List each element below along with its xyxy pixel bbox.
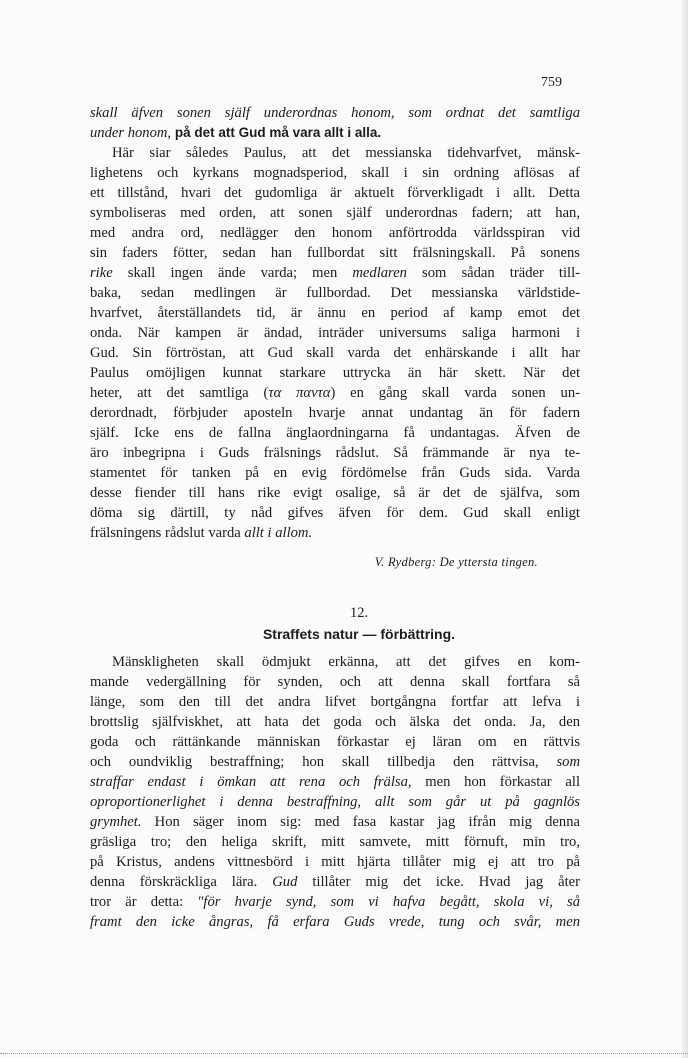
text-line (90, 283, 580, 303)
text-run: "för hvarje synd, som vi hafva begått, skola vi, så (197, 894, 580, 910)
section-number: 12. (349, 605, 369, 621)
passage-rydberg (90, 103, 580, 543)
passage-straffets-natur (90, 652, 580, 932)
text-run: på Kristus, andens vittnesbörd i mitt hjärta tillåter mig ej att tro på (90, 854, 580, 870)
text-run: lighetens och kyrkans mognadsperiod, skall i sin ordning aflösas af (90, 165, 580, 181)
text-line (90, 263, 580, 283)
text-run: goda och rättänkande människan förkastar ej läran om en rättvis (90, 734, 580, 750)
text-line (90, 183, 580, 203)
text-line (90, 443, 580, 463)
text-run: på det att Gud må vara allt i alla. (171, 125, 382, 140)
page-number: 759 (541, 75, 562, 90)
text-line (90, 832, 580, 852)
text-run: länge, som den till det andra lifvet bortgångna fortfar att lefva i (90, 694, 580, 710)
text-run: sin faders fötter, sedan han fullbordat sitt frälsningskall. På sonens (90, 245, 580, 261)
text-run: ett tillstånd, hvari det gudomliga är aktuelt förverkligadt i allt. Detta (90, 185, 580, 201)
text-line (90, 363, 580, 383)
text-run: desse fiender till hans rike evigt osalige, så är det de själfva, som (90, 485, 580, 501)
text-line (90, 103, 580, 123)
text-run: döma sig därtill, ty nåd gifves äfven för dem. Gud skall enligt (90, 505, 580, 521)
text-run: heter, att det samtliga ( (90, 385, 269, 401)
text-line (90, 403, 580, 423)
text-run: brottslig själfviskhet, att hata det goda och älska det onda. Ja, den (90, 714, 580, 730)
text-run: själf. Icke ens de fallna änglaordningarna få undantagas. Äfven de (90, 425, 580, 441)
text-run: Här siar således Paulus, att det messianska tidehvarfvet, mänsk- (112, 145, 580, 161)
text-run: Gud. Sin förtröstan, att Gud skall varda det enhärskande i allt har (90, 345, 580, 361)
text-line (90, 503, 580, 523)
text-run: skall äfven sonen själf underordnas honom, som ordnat det samtliga (90, 105, 580, 121)
text-line (90, 483, 580, 503)
section-title: Straffets natur — förbättring. (262, 626, 456, 642)
text-run: derordnadt, förbjuder aposteln hvarje annat undantag än för fadern (90, 405, 580, 421)
text-run: skall ingen ände varda; men (112, 265, 353, 281)
text-line (90, 772, 580, 792)
text-run: tror är detta: (90, 894, 198, 910)
text-run: gräsliga tro; den heliga skrift, mitt samvete, mitt förnuft, min tro, (90, 834, 580, 850)
text-line (90, 892, 580, 912)
text-line (90, 732, 580, 752)
text-line (90, 243, 580, 263)
text-run: grymhet. (90, 814, 142, 830)
text-line (90, 303, 580, 323)
text-line (90, 692, 580, 712)
text-line (90, 423, 580, 443)
text-line (90, 792, 580, 812)
text-run: frälsningens rådslut varda (90, 525, 245, 541)
text-run: ) en gång skall varda sonen un- (330, 385, 581, 401)
attribution: V. Rydberg: De yttersta tingen. (374, 555, 538, 569)
text-line (90, 852, 580, 872)
text-run: onda. När kampen är ändad, inträder universums saliga harmoni i (90, 325, 580, 341)
text-line (90, 343, 580, 363)
text-run: under honom, (90, 125, 172, 141)
scan-dotted-edge (0, 1050, 688, 1054)
text-run: rike (90, 265, 113, 281)
text-run: och oundviklig bestraffning; hon skall tillbedja den rättvisa, (90, 754, 557, 770)
text-run: som sådan träder till- (406, 265, 580, 281)
text-line (90, 872, 580, 892)
text-run: medlaren (352, 265, 407, 281)
text-line (90, 223, 580, 243)
text-run: mande vedergällning för synden, och att denna skall fortfara så (90, 674, 580, 690)
text-run: symboliseras med orden, att sonen själf underordnas fadern; att han, (90, 205, 580, 221)
text-run: med andra ord, nedlägger den honom anförtrodda världsspiran vid (90, 225, 580, 241)
text-line (90, 523, 580, 543)
text-run: τα παντα (268, 385, 331, 401)
text-line (90, 672, 580, 692)
text-run: allt i allom. (244, 525, 313, 541)
text-line (90, 323, 580, 343)
text-run: men hon förkastar all (411, 774, 581, 790)
text-run: hvarfvet, återställandets tid, är ännu en period af kamp emot det (90, 305, 580, 321)
text-run: baka, sedan medlingen är fullbordad. Det messianska världstide- (90, 285, 580, 301)
text-run: oproportionerlighet i denna bestraffning, allt som går ut på gagnlös (90, 794, 580, 810)
text-run: tillåter mig det icke. Hvad jag åter (297, 874, 581, 890)
text-line (90, 812, 580, 832)
scan-edge (682, 0, 688, 1058)
text-line (90, 163, 580, 183)
text-run: framt den icke ångras, få erfara Guds vrede, tung och svår, men (90, 914, 580, 930)
text-line (90, 203, 580, 223)
text-line (90, 712, 580, 732)
text-run: äro inbegripna i Guds frälsnings rådslut. Så främmande är nya te- (90, 445, 580, 461)
text-line (90, 652, 580, 672)
text-line (90, 383, 580, 403)
text-line (90, 143, 580, 163)
text-line (90, 752, 580, 772)
text-run: Hon säger inom sig: med fasa kastar jag ifrån mig denna (141, 814, 580, 830)
text-run: straffar endast i ömkan att rena och frälsa, (90, 774, 412, 790)
text-line (90, 123, 580, 143)
text-line (90, 912, 580, 932)
text-run: stamentet för tanken på en evig fördömelse från Guds sida. Varda (90, 465, 580, 481)
text-run: som (556, 754, 580, 770)
text-run: denna förskräckliga lära. (90, 874, 273, 890)
text-run: Mänskligheten skall ödmjukt erkänna, att det gifves en kom- (112, 654, 580, 670)
text-run: Gud (272, 874, 298, 890)
text-line (90, 463, 580, 483)
text-run: Paulus omöjligen kunnat starkare uttrycka än här skett. När det (90, 365, 580, 381)
